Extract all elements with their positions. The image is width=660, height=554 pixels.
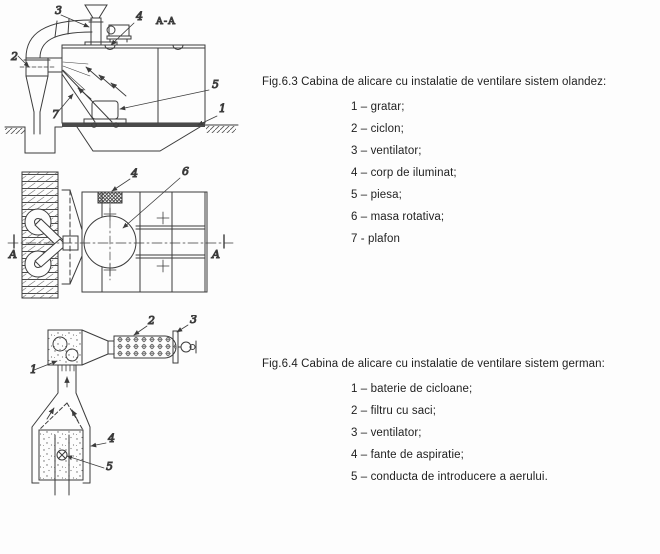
callout-1: 1 [219,102,226,115]
light-fixture-plan [98,192,122,203]
fig64-legend [262,378,658,488]
fig63-diagram [0,0,250,310]
callout-5: 5 [212,78,219,91]
section-mark: A-A [156,16,176,27]
callout-4-plan: 4 [131,167,138,180]
fig64-caption-title: Fig.6.4 Cabina de alicare cu instalatie de ventilare sistem german: [262,358,605,370]
callout-7: 7 [52,108,59,121]
legend-item: 3 – ventilator; [351,427,422,439]
callout-6-plan: 6 [182,165,189,178]
fig63-legend [262,96,658,250]
suction-duct [26,19,92,58]
fig63-side-view [5,4,238,153]
legend-item: 7 - plafon [351,233,400,245]
callout-4: 4 [108,432,115,445]
legend-item: 4 – fante de aspiratie; [351,449,464,461]
legend-item: 3 – ventilator; [351,145,422,157]
callout-5: 5 [106,460,113,473]
legend-item: 2 – ciclon; [351,123,404,135]
callout-3: 3 [55,4,62,17]
blast-chamber [39,430,83,495]
filter-cone [82,330,114,365]
callout-2: 2 [148,315,155,327]
fig63-plan-view [8,165,233,298]
legend-item: 1 – gratar; [351,101,405,113]
fig63-caption-block [262,74,658,250]
fig63-caption-title: Fig.6.3 Cabina de alicare cu instalatie de ventilare sistem olandez: [262,76,607,88]
legend-item: 5 – piesa; [351,189,402,201]
callout-3: 3 [190,315,197,326]
legend-item: 4 – corp de iluminat; [351,167,457,179]
section-a-right: A [212,248,220,261]
legend-item: 5 – conducta de introducere a aerului. [351,471,548,483]
collection-hopper [77,127,200,151]
callout-4: 4 [136,10,143,23]
grate-ticks [62,365,74,371]
plan-view-callouts [112,165,189,228]
fan-unit [85,5,131,45]
light-fixture-bump [173,45,183,50]
callout-1: 1 [30,363,37,376]
cyclone-battery [48,330,82,371]
light-fixture-bump [105,45,115,50]
bag-filter [114,336,176,358]
legend-item: 2 – filtru cu saci; [351,405,436,417]
cyclone [20,58,62,134]
fig64-caption-block [262,356,658,488]
callout-2: 2 [11,50,18,63]
section-a-left: A [9,248,17,261]
legend-item: 6 – masa rotativa; [351,211,445,223]
legend-item: 1 – baterie de cicloane; [351,383,473,395]
fig64-diagram [20,315,240,515]
